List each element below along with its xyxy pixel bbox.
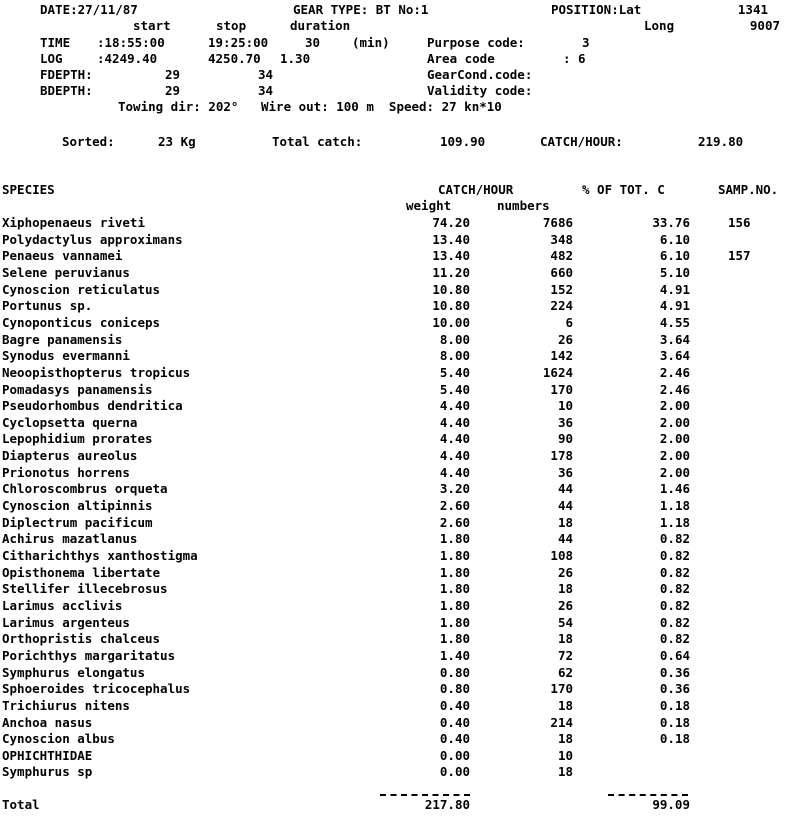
weight-value: 1.40 — [439, 648, 470, 663]
time-label: TIME — [40, 35, 71, 50]
species-name: Anchoa nasus — [2, 715, 93, 730]
weight-value: 0.80 — [439, 665, 470, 680]
bdepth-stop: 34 — [258, 83, 274, 98]
numbers-value: 36 — [557, 415, 573, 430]
pct-value: 2.00 — [659, 431, 690, 446]
numbers-value: 18 — [557, 581, 573, 596]
numbers-value: 54 — [557, 615, 573, 630]
numbers-value: 142 — [550, 348, 573, 363]
weight-value: 5.40 — [439, 365, 470, 380]
pct-value: 0.64 — [659, 648, 690, 663]
lat-value: 1341 — [737, 2, 768, 17]
species-name: Larimus acclivis — [2, 598, 123, 613]
log-duration: 1.30 — [280, 51, 311, 66]
numbers-value: 26 — [557, 598, 573, 613]
weight-value: 4.40 — [439, 415, 470, 430]
long-value: 9007 — [749, 18, 780, 33]
sub-weight-header: weight — [406, 198, 452, 213]
species-name: Synodus evermanni — [2, 348, 130, 363]
time-stop: 19:25:00 — [208, 35, 269, 50]
gearcond-label: GearCond.code: — [427, 67, 533, 82]
sorted-label: Sorted: — [62, 134, 115, 149]
area-code-value: : 6 — [563, 51, 586, 66]
numbers-value: 18 — [557, 698, 573, 713]
pct-value: 0.82 — [659, 615, 690, 630]
pct-value: 2.00 — [659, 415, 690, 430]
pct-value: 0.82 — [659, 581, 690, 596]
pct-value: 1.18 — [659, 498, 690, 513]
pct-value: 3.64 — [659, 348, 690, 363]
weight-value: 1.80 — [439, 598, 470, 613]
pct-value: 0.18 — [659, 715, 690, 730]
species-name: Trichiurus nitens — [2, 698, 130, 713]
total-weight: 217.80 — [424, 797, 470, 812]
pct-total-rule — [608, 794, 688, 796]
weight-value: 4.40 — [439, 431, 470, 446]
species-name: Lepophidium prorates — [2, 431, 153, 446]
species-name: Sphoeroides tricocephalus — [2, 681, 191, 696]
numbers-value: 348 — [550, 232, 573, 247]
species-name: Polydactylus approximans — [2, 232, 183, 247]
species-name: Prionotus horrens — [2, 465, 130, 480]
species-name: Stellifer illecebrosus — [2, 581, 168, 596]
weight-value: 4.40 — [439, 448, 470, 463]
pct-value: 2.00 — [659, 465, 690, 480]
species-name: Diplectrum pacificum — [2, 515, 153, 530]
numbers-value: 44 — [557, 481, 573, 496]
species-name: Cynoscion reticulatus — [2, 282, 161, 297]
total-catch-label: Total catch: — [272, 134, 363, 149]
fdepth-label: FDEPTH: — [40, 67, 93, 82]
species-name: Pseudorhombus dendritica — [2, 398, 183, 413]
pct-value: 0.82 — [659, 631, 690, 646]
total-pct: 99.09 — [652, 797, 690, 812]
purpose-code-label: Purpose code: — [427, 35, 525, 50]
pct-value: 2.46 — [659, 365, 690, 380]
species-name: Bagre panamensis — [2, 332, 123, 347]
numbers-value: 178 — [550, 448, 573, 463]
weight-value: 2.60 — [439, 498, 470, 513]
species-name: Cynoponticus coniceps — [2, 315, 161, 330]
weight-value: 1.80 — [439, 631, 470, 646]
numbers-value: 1624 — [542, 365, 573, 380]
species-name: Chloroscombrus orqueta — [2, 481, 168, 496]
weight-value: 1.80 — [439, 548, 470, 563]
weight-value: 0.40 — [439, 731, 470, 746]
numbers-value: 18 — [557, 515, 573, 530]
long-label: Long — [644, 18, 675, 33]
fdepth-stop: 34 — [258, 67, 274, 82]
pct-value: 0.36 — [659, 665, 690, 680]
species-name: OPHICHTHIDAE — [2, 748, 93, 763]
numbers-value: 62 — [557, 665, 573, 680]
position-lat-label: POSITION:Lat — [551, 2, 642, 17]
time-unit: (min) — [352, 35, 390, 50]
weight-value: 13.40 — [432, 248, 470, 263]
pct-value: 6.10 — [659, 232, 690, 247]
numbers-value: 152 — [550, 282, 573, 297]
col-duration-label: duration — [290, 18, 351, 33]
species-name: Penaeus vannamei — [2, 248, 123, 263]
weight-value: 0.00 — [439, 748, 470, 763]
col-species-header: SPECIES — [2, 182, 55, 197]
sorted-value: 23 Kg — [158, 134, 196, 149]
samp-value: 157 — [728, 248, 751, 263]
species-name: Cynoscion albus — [2, 731, 115, 746]
species-name: Xiphopenaeus riveti — [2, 215, 145, 230]
col-stop-label: stop — [216, 18, 247, 33]
fdepth-start: 29 — [165, 67, 181, 82]
time-duration: 30 — [305, 35, 321, 50]
weight-value: 1.80 — [439, 565, 470, 580]
weight-value: 10.80 — [432, 282, 470, 297]
numbers-value: 18 — [557, 631, 573, 646]
species-name: Orthopristis chalceus — [2, 631, 161, 646]
total-label: Total — [2, 797, 40, 812]
numbers-value: 26 — [557, 565, 573, 580]
time-start: :18:55:00 — [97, 35, 165, 50]
weight-value: 8.00 — [439, 332, 470, 347]
species-name: Achirus mazatlanus — [2, 531, 138, 546]
numbers-value: 90 — [557, 431, 573, 446]
numbers-value: 6 — [565, 315, 573, 330]
log-stop: 4250.70 — [208, 51, 261, 66]
pct-value: 6.10 — [659, 248, 690, 263]
weight-total-rule — [380, 794, 470, 796]
bdepth-label: BDEPTH: — [40, 83, 93, 98]
weight-value: 10.00 — [432, 315, 470, 330]
catch-hour-value: 219.80 — [698, 134, 744, 149]
numbers-value: 224 — [550, 298, 573, 313]
sub-numbers-header: numbers — [497, 198, 550, 213]
numbers-value: 18 — [557, 731, 573, 746]
weight-value: 1.80 — [439, 581, 470, 596]
bdepth-start: 29 — [165, 83, 181, 98]
species-name: Neoopisthopterus tropicus — [2, 365, 191, 380]
numbers-value: 170 — [550, 382, 573, 397]
weight-value: 74.20 — [432, 215, 470, 230]
weight-value: 3.20 — [439, 481, 470, 496]
validity-code-label: Validity code: — [427, 83, 533, 98]
species-name: Pomadasys panamensis — [2, 382, 153, 397]
weight-value: 0.80 — [439, 681, 470, 696]
pct-value: 2.46 — [659, 382, 690, 397]
weight-value: 0.40 — [439, 715, 470, 730]
species-name: Larimus argenteus — [2, 615, 130, 630]
pct-value: 0.82 — [659, 565, 690, 580]
col-start-label: start — [133, 18, 171, 33]
numbers-value: 72 — [557, 648, 573, 663]
species-name: Opisthonema libertate — [2, 565, 161, 580]
date-label: DATE:27/11/87 — [40, 2, 138, 17]
pct-value: 2.00 — [659, 448, 690, 463]
pct-value: 1.18 — [659, 515, 690, 530]
pct-value: 0.82 — [659, 531, 690, 546]
weight-value: 4.40 — [439, 465, 470, 480]
purpose-code-value: 3 — [582, 35, 590, 50]
numbers-value: 170 — [550, 681, 573, 696]
numbers-value: 44 — [557, 498, 573, 513]
samp-value: 156 — [728, 215, 751, 230]
numbers-value: 44 — [557, 531, 573, 546]
species-name: Diapterus aureolus — [2, 448, 138, 463]
weight-value: 1.80 — [439, 531, 470, 546]
species-name: Portunus sp. — [2, 298, 93, 313]
species-name: Symphurus elongatus — [2, 665, 145, 680]
numbers-value: 7686 — [542, 215, 573, 230]
numbers-value: 10 — [557, 398, 573, 413]
pct-value: 3.64 — [659, 332, 690, 347]
numbers-value: 214 — [550, 715, 573, 730]
pct-value: 0.82 — [659, 598, 690, 613]
numbers-value: 108 — [550, 548, 573, 563]
weight-value: 8.00 — [439, 348, 470, 363]
numbers-value: 18 — [557, 764, 573, 779]
pct-value: 1.46 — [659, 481, 690, 496]
weight-value: 0.40 — [439, 698, 470, 713]
weight-value: 1.80 — [439, 615, 470, 630]
pct-value: 5.10 — [659, 265, 690, 280]
pct-value: 4.91 — [659, 298, 690, 313]
pct-value: 2.00 — [659, 398, 690, 413]
weight-value: 10.80 — [432, 298, 470, 313]
weight-value: 4.40 — [439, 398, 470, 413]
log-label: LOG — [40, 51, 63, 66]
log-start: :4249.40 — [97, 51, 158, 66]
pct-value: 0.18 — [659, 698, 690, 713]
species-name: Cyclopsetta querna — [2, 415, 138, 430]
weight-value: 0.00 — [439, 764, 470, 779]
numbers-value: 10 — [557, 748, 573, 763]
numbers-value: 26 — [557, 332, 573, 347]
weight-value: 11.20 — [432, 265, 470, 280]
species-name: Cynoscion altipinnis — [2, 498, 153, 513]
total-catch-value: 109.90 — [440, 134, 486, 149]
weight-value: 2.60 — [439, 515, 470, 530]
col-pct-header: % OF TOT. C — [582, 182, 665, 197]
pct-value: 0.36 — [659, 681, 690, 696]
pct-value: 4.55 — [659, 315, 690, 330]
species-name: Symphurus sp — [2, 764, 93, 779]
pct-value: 4.91 — [659, 282, 690, 297]
numbers-value: 482 — [550, 248, 573, 263]
pct-value: 0.82 — [659, 548, 690, 563]
gear-type-label: GEAR TYPE: BT No:1 — [293, 2, 429, 17]
area-code-label: Area code — [427, 51, 495, 66]
weight-value: 5.40 — [439, 382, 470, 397]
catch-hour-label: CATCH/HOUR: — [540, 134, 623, 149]
pct-value: 33.76 — [652, 215, 690, 230]
numbers-value: 660 — [550, 265, 573, 280]
col-catch-hour-header: CATCH/HOUR — [438, 182, 514, 197]
numbers-value: 36 — [557, 465, 573, 480]
weight-value: 13.40 — [432, 232, 470, 247]
species-name: Citharichthys xanthostigma — [2, 548, 198, 563]
towing-line: Towing dir: 202° Wire out: 100 m Speed: 27 kn*10 — [118, 99, 502, 114]
species-name: Porichthys margaritatus — [2, 648, 176, 663]
col-samp-header: SAMP.NO. — [718, 182, 779, 197]
species-name: Selene peruvianus — [2, 265, 130, 280]
pct-value: 0.18 — [659, 731, 690, 746]
